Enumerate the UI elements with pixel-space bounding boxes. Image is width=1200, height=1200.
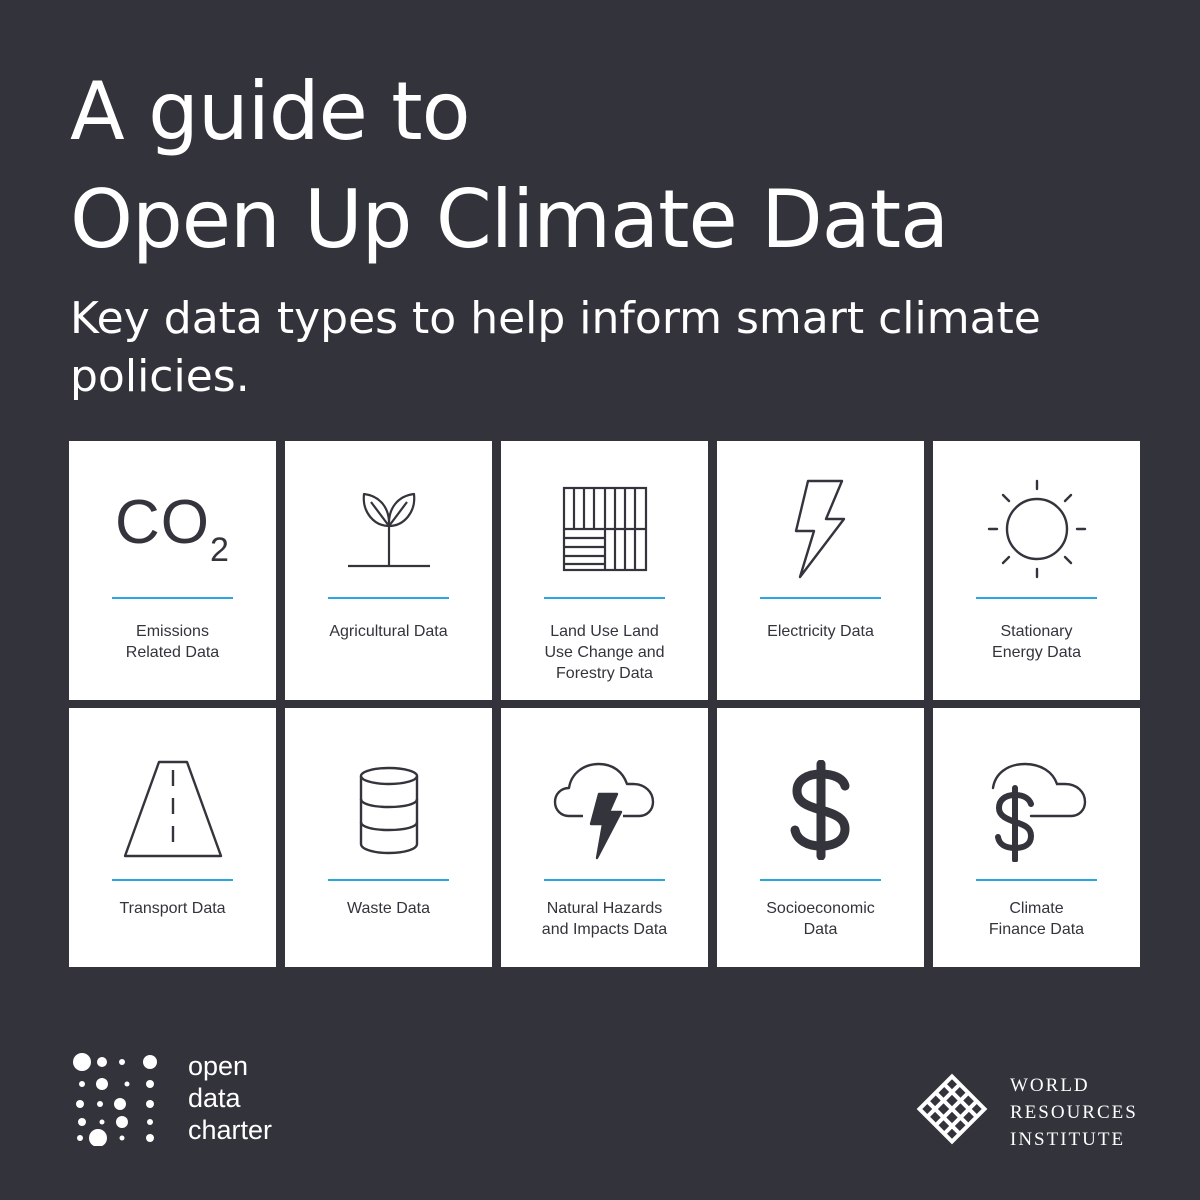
lightning-bolt-icon [717,467,924,591]
subtitle: Key data types to help inform smart climate policies. [70,293,1041,402]
tile-agricultural [285,441,492,700]
wri-line-3: INSTITUTE [1010,1129,1126,1150]
odc-line-3: charter [188,1115,273,1145]
tile-label: Transport Data [119,900,226,917]
tile-label: Agricultural Data [329,623,448,640]
land-grid-icon [501,467,708,591]
open-data-charter-logo-icon [72,1052,162,1150]
road-icon [69,748,276,872]
tile-natural-hazards [501,708,708,967]
title-line-2: Open Up Climate Data [70,173,949,266]
data-types-grid [69,441,1140,967]
tile-label: Natural Hazards and Impacts Data [541,900,668,938]
page-title [70,58,948,274]
sprout-icon [285,467,492,591]
tile-emissions [69,441,276,700]
tile-label: Electricity Data [767,623,874,640]
co2-icon: $CO_2$ [115,487,230,569]
storm-cloud-icon [501,748,708,872]
tile-label: Stationary Energy Data [992,623,1081,661]
tile-transport [69,708,276,967]
accent-rule [112,597,233,599]
tile-land-use [501,441,708,700]
title-line-1: A guide to [70,65,470,158]
tile-label: Emissions Related Data [125,623,220,661]
tile-stationary-energy [933,441,1140,700]
tile-socioeconomic [717,708,924,967]
tile-label: Socioeconomic Data [766,900,875,938]
accent-rule [112,879,233,881]
odc-line-2: data [188,1083,241,1113]
database-stack-icon [285,748,492,872]
wri-knot-logo-icon [913,1070,991,1152]
accent-rule [760,879,881,881]
tile-label: Climate Finance Data [988,900,1085,938]
open-data-charter-wordmark [188,1050,272,1146]
wri-wordmark [1010,1072,1138,1153]
accent-rule [544,879,665,881]
wri-line-2: RESOURCES [1010,1102,1138,1123]
accent-rule [544,597,665,599]
accent-rule [760,597,881,599]
cloud-dollar-icon [933,748,1140,872]
accent-rule [976,597,1097,599]
tile-waste [285,708,492,967]
odc-line-1: open [188,1051,249,1081]
tile-label: Waste Data [347,900,430,917]
tile-climate-finance [933,708,1140,967]
dollar-icon [717,748,924,872]
accent-rule [328,597,449,599]
accent-rule [976,879,1097,881]
tile-label: Land Use Land Use Change and Forestry Data [544,623,665,682]
wri-line-1: WORLD [1010,1075,1090,1096]
sun-icon [933,467,1140,591]
accent-rule [328,879,449,881]
tile-electricity [717,441,924,700]
